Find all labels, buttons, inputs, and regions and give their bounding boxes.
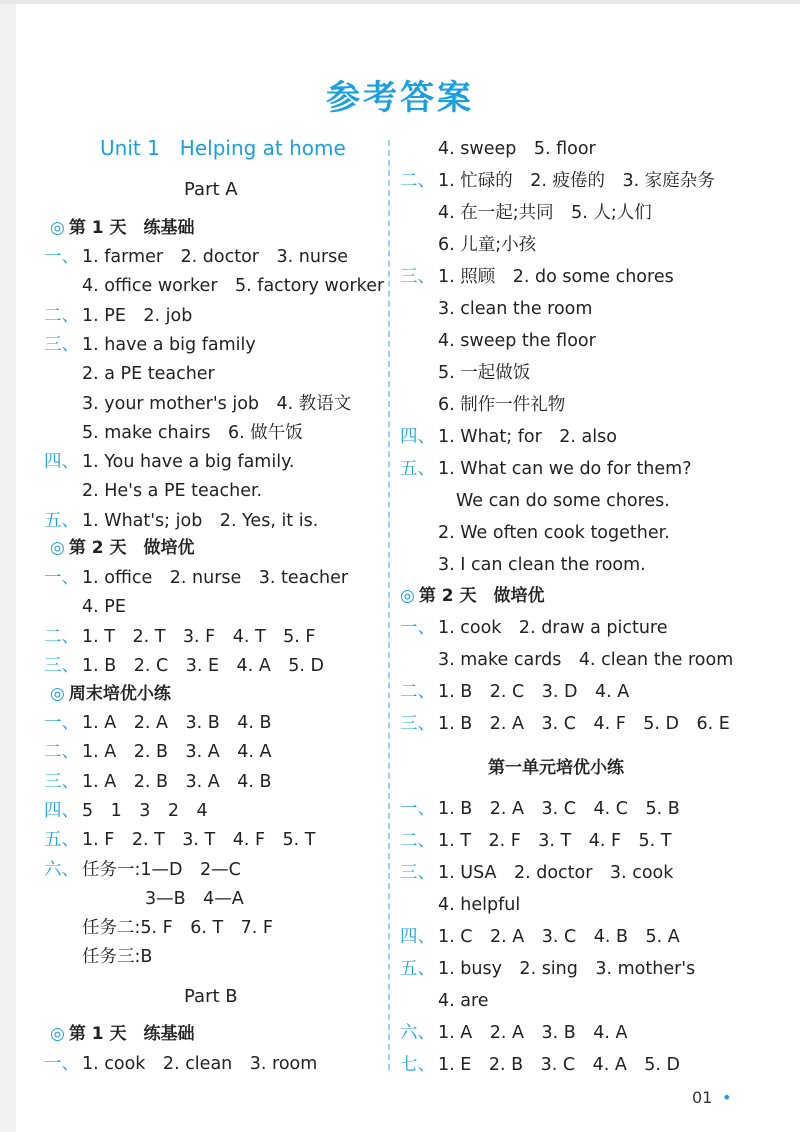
section-heading-text: 周末培优小练 — [68, 684, 171, 704]
answer-line: 3—B 4—A — [145, 888, 244, 909]
answer-line: 1. have a big family — [82, 334, 256, 355]
answer-line: 1. B 2. A 3. C 4. F 5. D 6. E — [438, 714, 730, 734]
circle-marker-icon: ◎ — [50, 218, 65, 238]
section-heading — [50, 536, 195, 560]
answer-section-number: 三、 — [400, 267, 435, 287]
answer-line: 5. make chairs 6. 做午饭 — [82, 422, 303, 443]
section-heading — [400, 584, 545, 608]
answer-section-number: 五、 — [400, 959, 435, 979]
page-dot: • — [722, 1088, 732, 1107]
answer-line: 1. office 2. nurse 3. teacher — [82, 568, 349, 588]
answer-line: 1. farmer 2. doctor 3. nurse — [82, 247, 349, 267]
answer-line: 3. make cards 4. clean the room — [438, 650, 734, 670]
answer-section-number: 二、 — [400, 682, 435, 702]
answer-line: 1. You have a big family. — [82, 452, 295, 473]
answer-section-number: 四、 — [44, 452, 79, 473]
circle-marker-icon: ◎ — [50, 538, 65, 558]
section-heading — [50, 216, 195, 240]
answer-section-number: 五、 — [44, 830, 79, 851]
page-number: 01 — [692, 1088, 713, 1107]
answer-section-number: 五、 — [44, 510, 79, 531]
answer-section-number: 一、 — [44, 713, 79, 733]
answer-section-number: 一、 — [400, 618, 435, 638]
answer-line: 4. office worker 5. factory worker — [82, 276, 385, 297]
section-heading — [50, 1022, 195, 1046]
unit-title: Unit 1 Helping at home — [100, 136, 346, 160]
part-b-title: Part B — [184, 986, 238, 1007]
answer-section-number: 二、 — [44, 626, 79, 647]
answer-section-number: 三、 — [44, 334, 79, 355]
answer-line: 4. sweep 5. floor — [438, 139, 596, 159]
answer-line: 1. B 2. C 3. D 4. A — [438, 682, 630, 702]
answer-line: 1. A 2. A 3. B 4. A — [438, 1023, 628, 1043]
answer-line: 5 1 3 2 4 — [82, 800, 208, 821]
answer-line: 任务三:B — [82, 947, 153, 968]
answer-line: 6. 制作一件礼物 — [438, 395, 566, 415]
answer-line: 1. B 2. C 3. E 4. A 5. D — [82, 655, 325, 676]
column-divider — [388, 140, 390, 1070]
answer-line: 任务一:1—D 2—C — [82, 859, 241, 880]
answer-line: 6. 儿童;小孩 — [438, 235, 537, 255]
answer-line: 1. What; for 2. also — [438, 427, 617, 447]
answer-line: We can do some chores. — [456, 491, 670, 511]
section-heading-text: 第 2 天 做培优 — [68, 538, 195, 558]
answer-line: 任务二:5. F 6. T 7. F — [82, 918, 273, 939]
answer-section-number: 三、 — [400, 863, 435, 883]
answer-section-number: 一、 — [44, 568, 79, 588]
answer-section-number: 七、 — [400, 1055, 435, 1075]
part-a-title: Part A — [184, 179, 238, 200]
answer-line: 2. a PE teacher — [82, 364, 215, 385]
answer-line: 1. cook 2. draw a picture — [438, 618, 668, 638]
answer-line: 3. I can clean the room. — [438, 555, 646, 575]
unit-review-heading: 第一单元培优小练 — [488, 758, 624, 778]
answer-line: 1. What can we do for them? — [438, 459, 692, 479]
answer-section-number: 一、 — [44, 247, 79, 267]
section-heading-text: 第 1 天 练基础 — [68, 1024, 195, 1044]
answer-section-number: 四、 — [400, 427, 435, 447]
answer-line: 1. T 2. F 3. T 4. F 5. T — [438, 831, 672, 851]
answer-line: 1. E 2. B 3. C 4. A 5. D — [438, 1055, 681, 1075]
answer-line: 1. What's; job 2. Yes, it is. — [82, 510, 319, 531]
answer-line: 1. A 2. A 3. B 4. B — [82, 713, 272, 733]
page-title: 参考答案 — [326, 78, 474, 118]
answer-section-number: 六、 — [400, 1023, 435, 1043]
answer-line: 4. helpful — [438, 895, 521, 915]
answer-section-number: 二、 — [400, 171, 435, 191]
answer-line: 3. clean the room — [438, 299, 593, 319]
answer-section-number: 一、 — [400, 799, 435, 819]
answer-line: 1. T 2. T 3. F 4. T 5. F — [82, 626, 316, 647]
section-heading-text: 第 2 天 做培优 — [418, 586, 545, 606]
answer-line: 4. 在一起;共同 5. 人;人们 — [438, 203, 652, 223]
answer-line: 1. A 2. B 3. A 4. A — [82, 742, 272, 763]
section-heading — [50, 682, 171, 706]
answer-line: 1. busy 2. sing 3. mother's — [438, 959, 696, 979]
answer-line: 1. PE 2. job — [82, 305, 193, 326]
answer-line: 4. PE — [82, 597, 126, 618]
answer-line: 2. We often cook together. — [438, 523, 670, 543]
answer-section-number: 三、 — [400, 714, 435, 734]
answer-line: 1. cook 2. clean 3. room — [82, 1054, 318, 1074]
answer-section-number: 二、 — [44, 305, 79, 326]
answer-section-number: 四、 — [400, 927, 435, 947]
page-top-edge — [0, 0, 800, 4]
section-heading-text: 第 1 天 练基础 — [68, 218, 195, 238]
circle-marker-icon: ◎ — [50, 684, 65, 704]
answer-line: 3. your mother's job 4. 教语文 — [82, 393, 352, 414]
answer-line: 1. 忙碌的 2. 疲倦的 3. 家庭杂务 — [438, 171, 715, 191]
answer-line: 1. USA 2. doctor 3. cook — [438, 863, 674, 883]
answer-line: 4. sweep the floor — [438, 331, 596, 351]
answer-section-number: 二、 — [44, 742, 79, 763]
answer-section-number: 三、 — [44, 655, 79, 676]
circle-marker-icon: ◎ — [50, 1024, 65, 1044]
answer-line: 5. 一起做饭 — [438, 363, 531, 383]
page-left-edge — [0, 0, 16, 1132]
answer-line: 1. C 2. A 3. C 4. B 5. A — [438, 927, 680, 947]
answer-line: 1. 照顾 2. do some chores — [438, 267, 674, 287]
answer-line: 4. are — [438, 991, 489, 1011]
answer-section-number: 五、 — [400, 459, 435, 479]
answer-section-number: 六、 — [44, 859, 79, 880]
answer-line: 1. A 2. B 3. A 4. B — [82, 771, 272, 792]
answer-section-number: 四、 — [44, 800, 79, 821]
circle-marker-icon: ◎ — [400, 586, 415, 606]
answer-section-number: 三、 — [44, 771, 79, 792]
answer-section-number: 一、 — [44, 1054, 79, 1074]
answer-line: 1. F 2. T 3. T 4. F 5. T — [82, 830, 316, 851]
answer-section-number: 二、 — [400, 831, 435, 851]
answer-line: 2. He's a PE teacher. — [82, 481, 263, 502]
answer-line: 1. B 2. A 3. C 4. C 5. B — [438, 799, 680, 819]
